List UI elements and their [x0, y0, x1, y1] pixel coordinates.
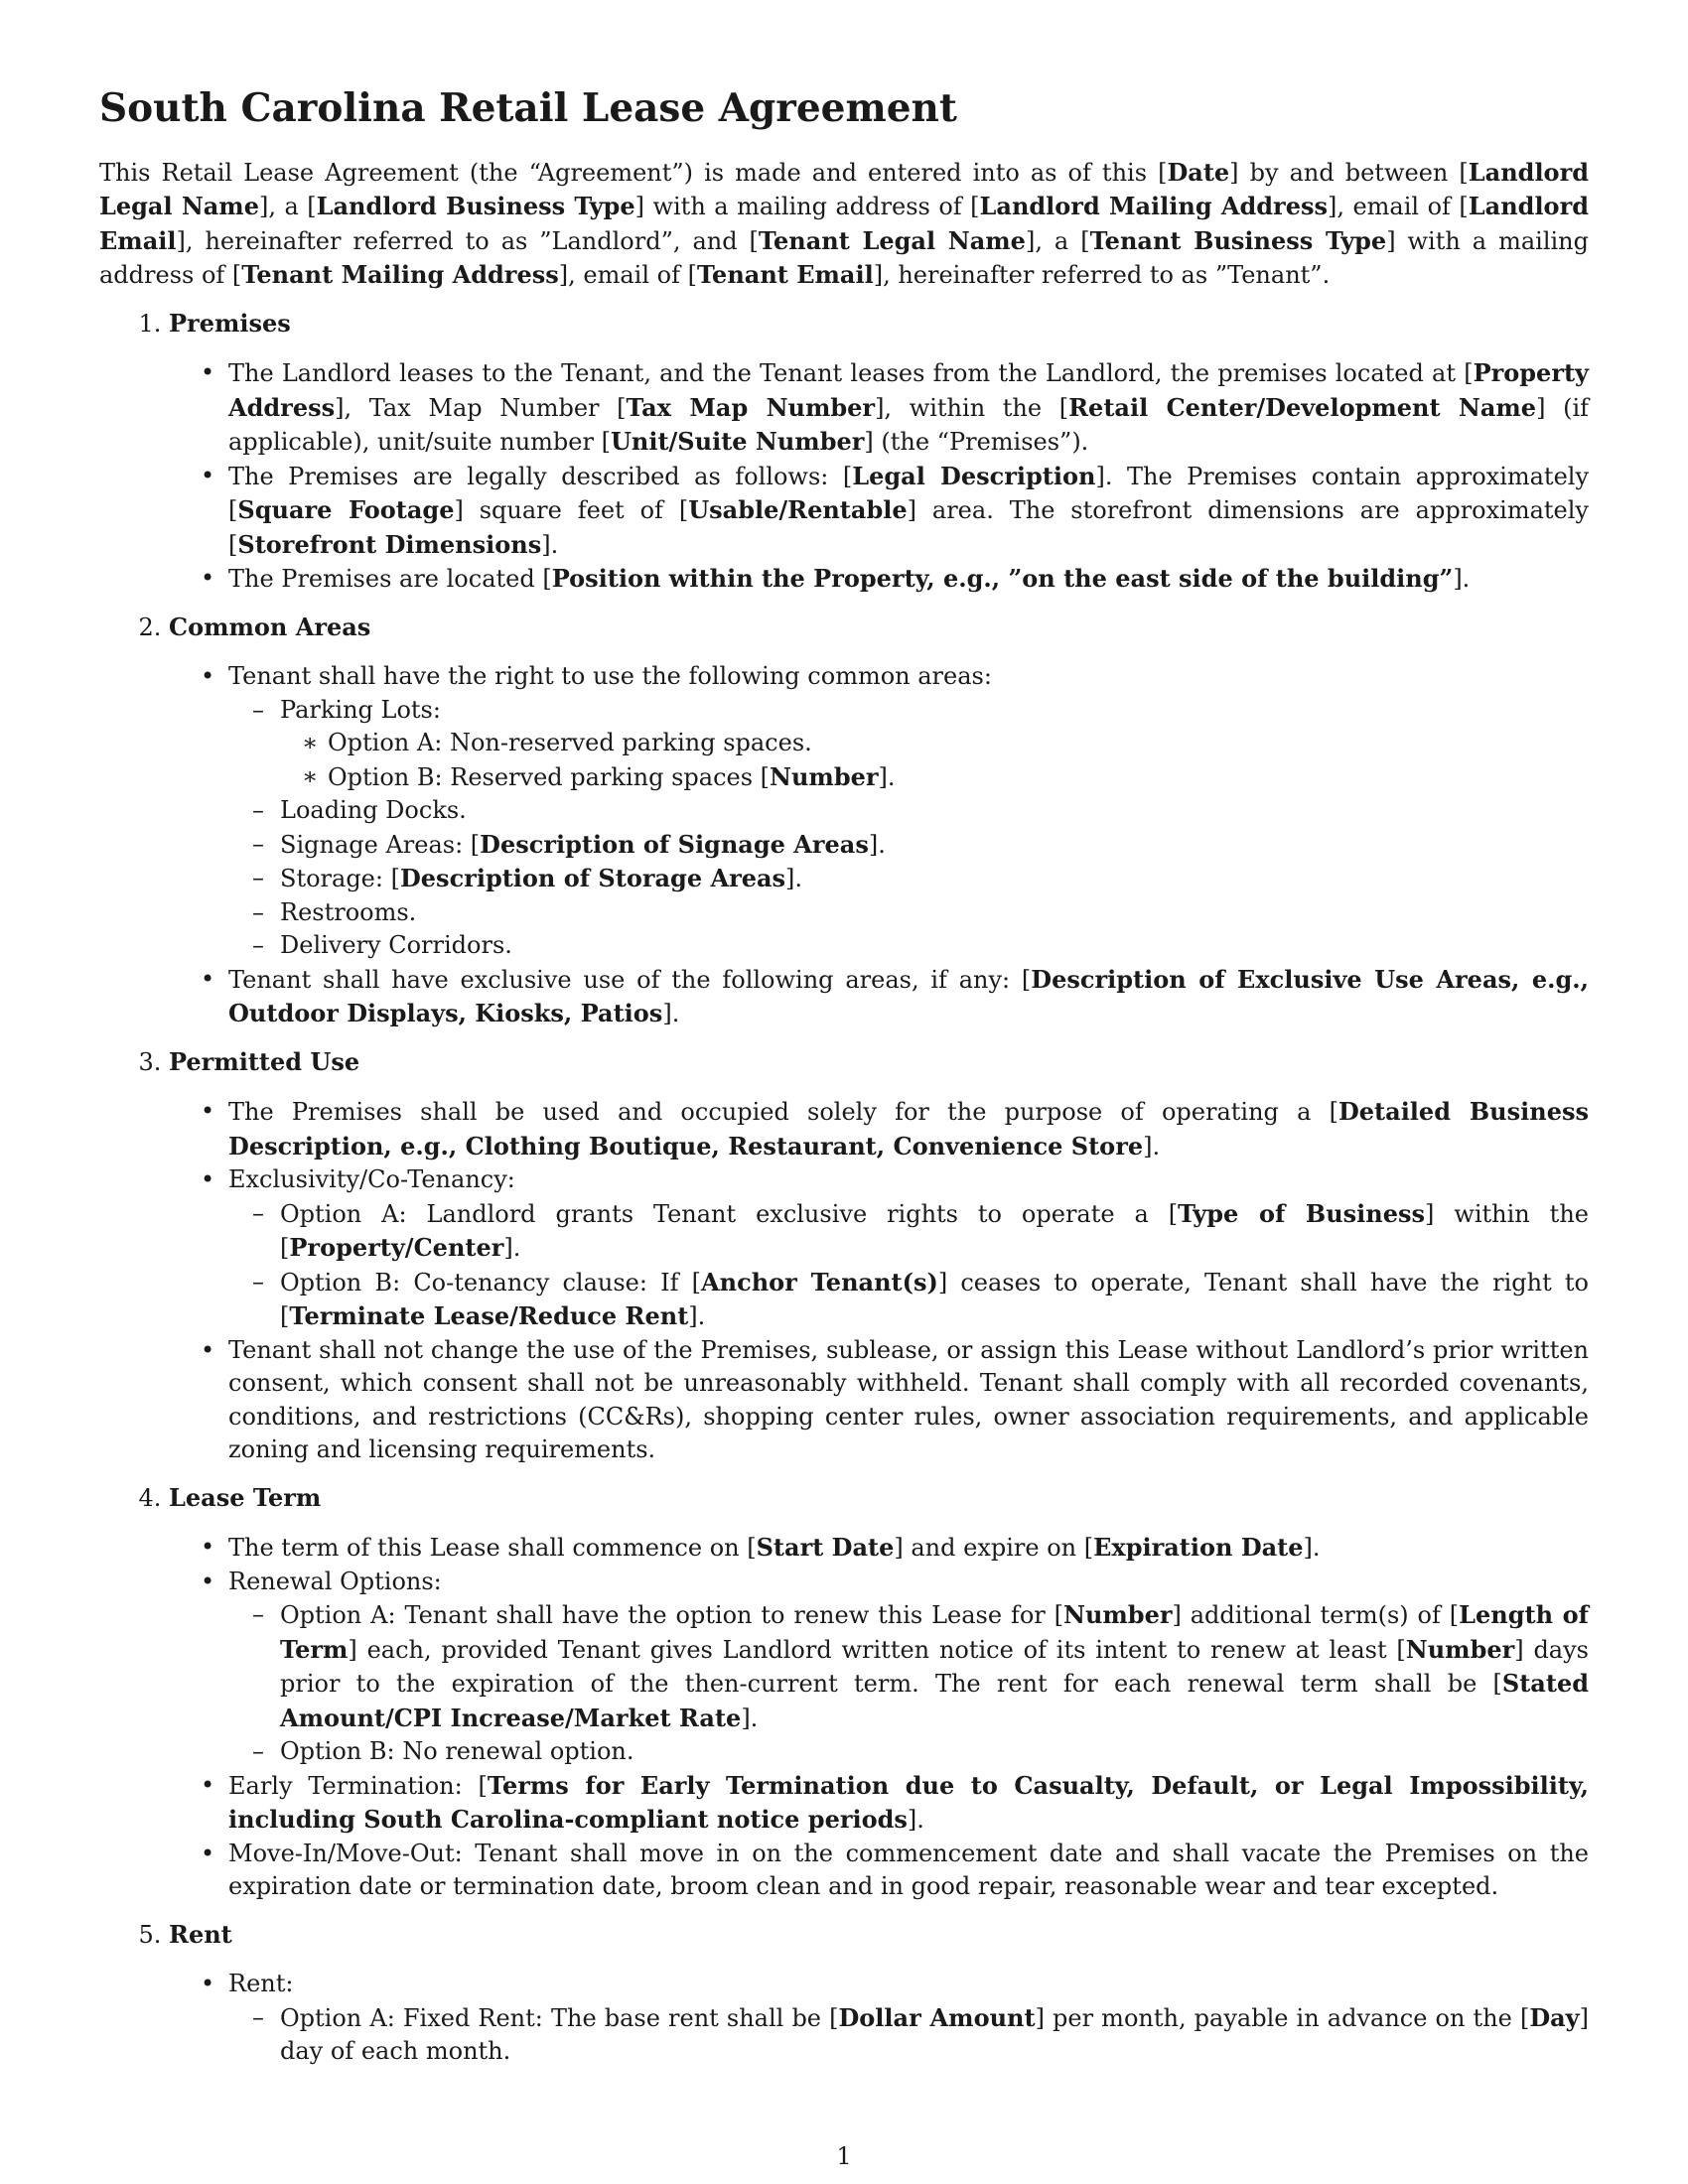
placeholder-field: Legal Description — [852, 461, 1096, 490]
list-item — [280, 896, 1589, 930]
star-list — [280, 727, 1589, 794]
text-run: ] and expire on [ — [894, 1534, 1094, 1563]
list-item — [280, 828, 1589, 863]
placeholder-field: Position within the Property, e.g., ”on the east side of the building” — [551, 564, 1454, 594]
text-run: Option A: Tenant shall have the option to renew this Lease for [ — [280, 1601, 1064, 1630]
list-item — [228, 1163, 1589, 1334]
text-run: ], email of [ — [558, 261, 697, 290]
placeholder-field: Date — [1167, 157, 1230, 187]
text-run: ] (the “Premises”). — [864, 428, 1089, 457]
placeholder-field: Dollar Amount — [838, 2002, 1036, 2032]
text-run: ]. The Premises contain approximately [ — [228, 462, 1590, 525]
section-lease-term — [169, 1481, 1589, 1904]
text-run: ] square feet of [ — [454, 496, 689, 525]
placeholder-field: Property/Center — [289, 1233, 504, 1263]
text-run: Tenant shall not change the use of the Premises, sublease, or assign this Lease without Landlord’s prior written consent, which consent shall not be unreasonably withheld. Tenant shall comply with all recorded covenants, conditions, and restrictions (CC&Rs), shopping center rules, owner association requirements, and applicable zoning and licensing requirements. — [228, 1335, 1589, 1464]
placeholder-field: Storefront Dimensions — [237, 529, 542, 559]
text-run: ] additional term(s) of [ — [1172, 1601, 1460, 1630]
text-run: ]. — [785, 865, 803, 893]
text-run: ] area. The storefront dimensions are approximately [ — [228, 496, 1589, 559]
placeholder-field: Tenant Email — [696, 260, 874, 290]
text-run: Move-In/Move-Out: Tenant shall move in on the commencement date and shall vacate the Premises on the expiration date or termination date, broom clean and in good repair, reasonable wear and tear excepted. — [228, 1839, 1589, 1901]
text-run: ] days prior to the expiration of the then-current term. The rent for each renewal term shall be [ — [280, 1635, 1589, 1699]
placeholder-field: Tenant Legal Name — [758, 225, 1026, 255]
placeholder-field: Unit/Suite Number — [610, 427, 865, 457]
document-body — [99, 85, 1589, 2083]
placeholder-field: Terminate Lease/Reduce Rent — [289, 1301, 689, 1331]
text-run: ]. — [541, 530, 559, 559]
list-item — [228, 1566, 1589, 1769]
placeholder-field: Expiration Date — [1093, 1533, 1304, 1563]
placeholder-field: Terms for Early Termination due to Casualty, Default, or Legal Impossibility, including South Carolina-compliant notice periods — [228, 1770, 1589, 1835]
section-heading: Lease Term — [169, 1482, 322, 1512]
text-run: Tenant shall have the right to use the following common areas: — [228, 662, 992, 691]
text-run: Option A: Landlord grants Tenant exclusive rights to operate a [ — [280, 1199, 1179, 1228]
section-premises — [169, 307, 1589, 597]
list-item — [280, 1735, 1589, 1769]
text-run: Storage: [ — [280, 865, 400, 893]
list-item — [228, 1769, 1589, 1838]
text-run: ]. — [662, 1000, 680, 1028]
placeholder-field: Description of Signage Areas — [480, 829, 869, 859]
placeholder-field: Number — [1063, 1600, 1173, 1630]
bullet-list — [169, 1095, 1589, 1467]
text-run: ], hereinafter referred to as ”Landlord”, and [ — [176, 226, 759, 255]
text-run: ]. — [503, 1234, 521, 1263]
text-run: Option A: Non-reserved parking spaces. — [328, 729, 812, 757]
text-run: Option B: Reserved parking spaces [ — [328, 762, 771, 791]
text-run: Parking Lots: — [280, 695, 441, 724]
placeholder-field: Start Date — [756, 1533, 895, 1563]
text-run: ] within the [ — [280, 1199, 1589, 1263]
list-item — [228, 963, 1589, 1031]
placeholder-field: Tenant Business Type — [1089, 225, 1387, 255]
text-run: Early Termination: [ — [228, 1771, 488, 1800]
text-run: Signage Areas: [ — [280, 830, 481, 859]
list-item — [328, 760, 1589, 795]
placeholder-field: Detailed Business Description, e.g., Clothing Boutique, Restaurant, Convenience Store — [228, 1097, 1590, 1160]
section-heading: Premises — [169, 308, 291, 338]
text-run: ]. — [907, 1806, 924, 1835]
list-item — [228, 562, 1589, 597]
text-run: ]. — [1143, 1132, 1161, 1160]
text-run: The Premises are legally described as follows: [ — [228, 462, 853, 490]
text-run: ], Tax Map Number [ — [335, 393, 627, 422]
placeholder-field: Landlord Mailing Address — [979, 192, 1328, 221]
placeholder-field: Type of Business — [1178, 1198, 1426, 1228]
placeholder-field: Stated Amount/CPI Increase/Market Rate — [280, 1669, 1589, 1732]
list-item — [228, 356, 1589, 460]
dash-list — [228, 1598, 1589, 1769]
bullet-list — [169, 356, 1589, 597]
placeholder-field: Landlord Legal Name — [99, 157, 1589, 221]
placeholder-field: Description of Storage Areas — [399, 864, 786, 893]
text-run: ] with a mailing address of [ — [99, 226, 1589, 290]
text-run: This Retail Lease Agreement (the “Agreement”) is made and entered into as of this [ — [99, 158, 1168, 187]
text-run: The Landlord leases to the Tenant, and the Tenant leases from the Landlord, the premises located at [ — [228, 359, 1474, 388]
text-run: Loading Docks. — [280, 796, 467, 825]
text-run: Option B: No renewal option. — [280, 1737, 634, 1766]
text-run: Exclusivity/Co-Tenancy: — [228, 1165, 515, 1194]
text-run: ], a [ — [1025, 226, 1090, 255]
text-run: ], hereinafter referred to as ”Tenant”. — [873, 261, 1331, 290]
section-rent — [169, 1918, 1589, 2069]
placeholder-field: Landlord Business Type — [316, 192, 635, 221]
placeholder-field: Number — [770, 761, 879, 791]
text-run: ], a [ — [258, 193, 317, 221]
text-run: ], email of [ — [1327, 193, 1469, 221]
section-heading: Permitted Use — [169, 1046, 360, 1076]
text-run: ]. — [878, 762, 896, 791]
text-run: ]. — [1453, 565, 1471, 594]
list-item — [228, 1968, 1589, 2069]
text-run: ] per month, payable in advance on the [ — [1035, 2003, 1530, 2032]
list-item — [280, 862, 1589, 896]
list-item — [228, 660, 1589, 963]
text-run: Restrooms. — [280, 897, 417, 926]
list-item — [228, 1838, 1589, 1904]
text-run: The Premises are located [ — [228, 565, 552, 594]
placeholder-field: Landlord Email — [99, 192, 1589, 255]
document-title: South Carolina Retail Lease Agreement — [99, 85, 957, 131]
bullet-list — [169, 660, 1589, 1031]
page-number: 1 — [836, 2142, 852, 2170]
placeholder-field: Tenant Mailing Address — [241, 260, 559, 290]
list-item — [280, 794, 1589, 828]
dash-list — [228, 1197, 1589, 1334]
text-run: The term of this Lease shall commence on [ — [228, 1534, 757, 1563]
placeholder-field: Anchor Tenant(s) — [701, 1267, 938, 1297]
list-item — [228, 460, 1589, 563]
placeholder-field: Description of Exclusive Use Areas, e.g., Outdoor Displays, Kiosks, Patios — [228, 964, 1590, 1028]
text-run: Option B: Co-tenancy clause: If [ — [280, 1268, 702, 1297]
list-item — [228, 1334, 1589, 1467]
text-run: ] each, provided Tenant gives Landlord written notice of its intent to renew at least [ — [348, 1635, 1406, 1664]
list-item — [280, 1197, 1589, 1266]
text-run: ]. — [868, 830, 886, 859]
text-run: ]. — [688, 1302, 706, 1331]
placeholder-field: Length of Term — [280, 1600, 1589, 1664]
text-run: Delivery Corridors. — [280, 931, 512, 960]
list-item — [280, 1598, 1589, 1735]
text-run: The Premises shall be used and occupied solely for the purpose of operating a [ — [228, 1098, 1338, 1127]
placeholder-field: Square Footage — [237, 495, 455, 525]
text-run: ] ceases to operate, Tenant shall have the right to [ — [280, 1268, 1589, 1331]
dash-list — [228, 694, 1589, 963]
text-run: Rent: — [228, 1970, 294, 1998]
list-item — [228, 1531, 1589, 1566]
section-heading: Common Areas — [169, 612, 371, 641]
list-item — [280, 1266, 1589, 1334]
placeholder-field: Usable/Rentable — [688, 495, 908, 525]
list-item — [280, 2001, 1589, 2069]
text-run: Option A: Fixed Rent: The base rent shall be [ — [280, 2003, 839, 2032]
bullet-list — [169, 1968, 1589, 2069]
text-run: ]. — [1303, 1534, 1321, 1563]
placeholder-field: Property Address — [228, 358, 1589, 422]
section-heading: Rent — [169, 1919, 232, 1949]
section-permitted-use — [169, 1045, 1589, 1467]
list-item — [280, 929, 1589, 963]
text-run: ] day of each month. — [280, 2003, 1589, 2066]
text-run: ] (if applicable), unit/suite number [ — [228, 393, 1590, 457]
section-list — [99, 307, 1589, 2069]
placeholder-field: Retail Center/Development Name — [1068, 392, 1537, 422]
section-common-areas — [169, 611, 1589, 1031]
dash-list — [228, 2001, 1589, 2069]
placeholder-field: Number — [1405, 1634, 1515, 1664]
list-item — [228, 1095, 1589, 1163]
text-run: Tenant shall have exclusive use of the following areas, if any: [ — [228, 965, 1032, 994]
text-run: ], within the [ — [875, 393, 1069, 422]
bullet-list — [169, 1531, 1589, 1904]
intro-paragraph — [99, 156, 1589, 293]
text-run: ] by and between [ — [1229, 158, 1469, 187]
placeholder-field: Day — [1529, 2002, 1580, 2032]
placeholder-field: Tax Map Number — [626, 392, 876, 422]
text-run: Renewal Options: — [228, 1567, 442, 1595]
list-item — [280, 694, 1589, 795]
text-run: ] with a mailing address of [ — [634, 193, 980, 221]
text-run: ]. — [741, 1704, 759, 1732]
list-item — [328, 727, 1589, 760]
